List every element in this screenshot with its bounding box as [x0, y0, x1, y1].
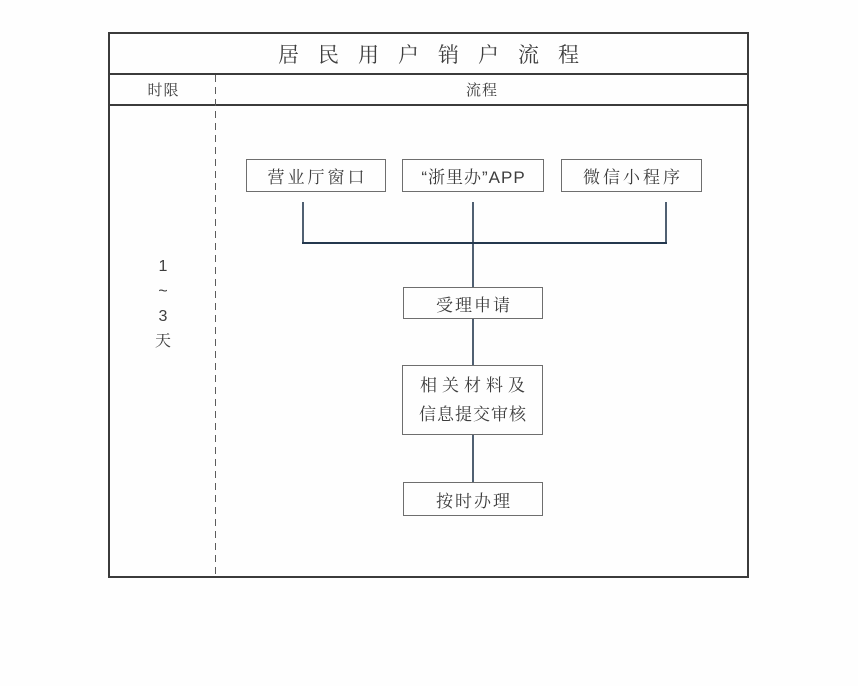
time-limit-line-1: 1 — [158, 258, 168, 275]
node-accept-application: 受理申请 — [403, 287, 543, 319]
time-limit-line-2: ~ — [158, 283, 168, 300]
node-timely-handling: 按时办理 — [403, 482, 543, 516]
header-time-limit: 时限 — [147, 82, 180, 99]
time-limit-line-4: 天 — [154, 333, 171, 350]
node-material-review — [402, 365, 543, 435]
header-process: 流程 — [465, 82, 498, 99]
header-row — [110, 75, 747, 106]
page-title: 居民用户销户流程 — [278, 43, 598, 67]
node-hall-window: 营业厅窗口 — [246, 159, 386, 192]
title-row — [110, 34, 747, 75]
node-material-review-line1: 相关材料及 — [420, 376, 530, 395]
node-wechat-miniprogram: 微信小程序 — [561, 159, 702, 192]
time-limit-value — [110, 258, 216, 351]
time-limit-line-3: 3 — [158, 308, 168, 325]
node-zheliban-app: “浙里办”APP — [402, 159, 544, 192]
node-material-review-line2: 信息提交审核 — [419, 405, 527, 424]
